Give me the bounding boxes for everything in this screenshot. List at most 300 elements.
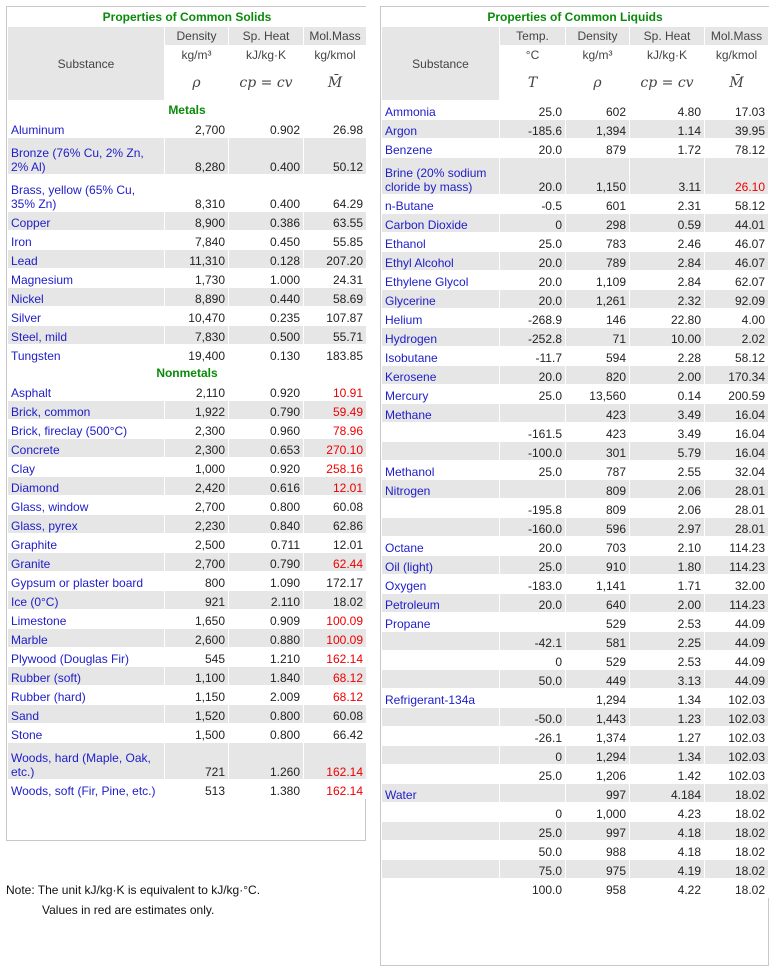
sp-heat-value: 2.009	[229, 686, 304, 705]
mol-mass-value: 58.12	[705, 195, 769, 214]
mol-mass-value: 46.07	[705, 233, 769, 252]
density-value: 2,420	[165, 477, 229, 496]
substance-name	[382, 670, 500, 689]
density-value: 513	[165, 780, 229, 799]
section-title: Metals	[8, 101, 367, 119]
liquids-density-symbol: ρ	[566, 65, 630, 101]
table-row	[8, 667, 367, 686]
mol-mass-value: 60.08	[304, 496, 367, 515]
mol-mass-value: 114.23	[705, 594, 769, 613]
solids-density-symbol: ρ	[165, 65, 229, 101]
liquids-molmass-unit: kg/kmol	[705, 46, 769, 65]
liquids-title: Properties of Common Liquids	[382, 8, 769, 27]
mol-mass-value: 100.09	[304, 610, 367, 629]
mol-mass-value: 114.23	[705, 537, 769, 556]
table-row	[382, 879, 769, 898]
mol-mass-value: 18.02	[705, 822, 769, 841]
substance-name: Water	[382, 784, 500, 803]
density-value: 1,000	[165, 458, 229, 477]
substance-name: Aluminum	[8, 119, 165, 138]
density-value: 721	[165, 743, 229, 780]
substance-name: Copper	[8, 212, 165, 231]
temperature-value: -160.0	[500, 518, 566, 537]
mol-mass-value: 28.01	[705, 499, 769, 518]
table-row	[8, 553, 367, 572]
table-row	[382, 158, 769, 195]
density-value: 640	[566, 594, 630, 613]
substance-name: Glass, pyrex	[8, 515, 165, 534]
sp-heat-value: 1.090	[229, 572, 304, 591]
temperature-value: 25.0	[500, 765, 566, 784]
temperature-value: 20.0	[500, 271, 566, 290]
substance-name: Ethanol	[382, 233, 500, 252]
sp-heat-value: 2.46	[630, 233, 705, 252]
mol-mass-value: 200.59	[705, 385, 769, 404]
mol-mass-value: 62.86	[304, 515, 367, 534]
substance-name: Steel, mild	[8, 326, 165, 345]
mol-mass-value: 270.10	[304, 439, 367, 458]
temperature-value: 100.0	[500, 879, 566, 898]
density-value: 2,600	[165, 629, 229, 648]
density-value: 19,400	[165, 345, 229, 364]
temperature-value: 25.0	[500, 461, 566, 480]
sp-heat-value: 0.440	[229, 288, 304, 307]
mol-mass-value: 39.95	[705, 120, 769, 139]
table-row	[8, 345, 367, 364]
mol-mass-value: 44.09	[705, 613, 769, 632]
solids-density-header: Density	[165, 27, 229, 46]
substance-name: Magnesium	[8, 269, 165, 288]
density-value: 545	[165, 648, 229, 667]
temperature-value: 20.0	[500, 366, 566, 385]
mol-mass-value: 55.85	[304, 231, 367, 250]
table-row	[382, 366, 769, 385]
sp-heat-value: 3.49	[630, 404, 705, 423]
sp-heat-value: 2.53	[630, 613, 705, 632]
mol-mass-value: 78.12	[705, 139, 769, 158]
table-row	[382, 841, 769, 860]
sp-heat-value: 2.00	[630, 594, 705, 613]
table-row	[8, 175, 367, 212]
substance-name: Ammonia	[382, 101, 500, 120]
mol-mass-value: 44.01	[705, 214, 769, 233]
sp-heat-value: 2.28	[630, 347, 705, 366]
sp-heat-value: 3.11	[630, 158, 705, 195]
temperature-value: 25.0	[500, 385, 566, 404]
mol-mass-value: 102.03	[705, 746, 769, 765]
mol-mass-value: 16.04	[705, 423, 769, 442]
substance-name: Mercury	[382, 385, 500, 404]
sp-heat-value: 0.840	[229, 515, 304, 534]
mol-mass-value: 32.04	[705, 461, 769, 480]
density-value: 423	[566, 423, 630, 442]
liquids-table	[381, 7, 769, 898]
temperature-value: 50.0	[500, 841, 566, 860]
temperature-value: -252.8	[500, 328, 566, 347]
table-row	[382, 632, 769, 651]
table-row	[382, 139, 769, 158]
substance-name: Brick, fireclay (500°C)	[8, 420, 165, 439]
density-value: 1,000	[566, 803, 630, 822]
mol-mass-value: 172.17	[304, 572, 367, 591]
solids-spheat-header: Sp. Heat	[229, 27, 304, 46]
density-value: 2,700	[165, 553, 229, 572]
solids-body	[8, 101, 367, 799]
sp-heat-value: 2.00	[630, 366, 705, 385]
temperature-value	[500, 784, 566, 803]
sp-heat-value: 2.97	[630, 518, 705, 537]
substance-name: Brass, yellow (65% Cu, 35% Zn)	[8, 175, 165, 212]
sp-heat-value: 0.790	[229, 401, 304, 420]
sp-heat-value: 2.06	[630, 499, 705, 518]
density-value: 1,730	[165, 269, 229, 288]
solids-molmass-symbol: M̄	[304, 65, 367, 101]
substance-name: Helium	[382, 309, 500, 328]
substance-name	[382, 879, 500, 898]
substance-name	[382, 518, 500, 537]
table-row	[382, 708, 769, 727]
sp-heat-value: 0.800	[229, 705, 304, 724]
mol-mass-value: 17.03	[705, 101, 769, 120]
table-row	[382, 385, 769, 404]
table-row	[8, 401, 367, 420]
sp-heat-value: 10.00	[630, 328, 705, 347]
sp-heat-value: 2.53	[630, 651, 705, 670]
density-value: 423	[566, 404, 630, 423]
substance-name	[382, 442, 500, 461]
substance-name: Asphalt	[8, 382, 165, 401]
density-value: 800	[165, 572, 229, 591]
substance-name: Nitrogen	[382, 480, 500, 499]
temperature-value: -0.5	[500, 195, 566, 214]
sp-heat-value: 2.84	[630, 252, 705, 271]
substance-name	[382, 651, 500, 670]
substance-name: Diamond	[8, 477, 165, 496]
density-value: 789	[566, 252, 630, 271]
temperature-value: 0	[500, 651, 566, 670]
temperature-value: 20.0	[500, 290, 566, 309]
substance-name: Granite	[8, 553, 165, 572]
mol-mass-value: 16.04	[705, 404, 769, 423]
table-row	[8, 572, 367, 591]
temperature-value: 75.0	[500, 860, 566, 879]
sp-heat-value: 0.920	[229, 382, 304, 401]
temperature-value: 50.0	[500, 670, 566, 689]
table-row	[382, 233, 769, 252]
mol-mass-value: 50.12	[304, 138, 367, 175]
solids-molmass-header: Mol.Mass	[304, 27, 367, 46]
substance-name: Oxygen	[382, 575, 500, 594]
mol-mass-value: 258.16	[304, 458, 367, 477]
substance-name: Glycerine	[382, 290, 500, 309]
density-value: 910	[566, 556, 630, 575]
substance-name: Iron	[8, 231, 165, 250]
substance-name: n-Butane	[382, 195, 500, 214]
temperature-value: 25.0	[500, 101, 566, 120]
substance-name	[382, 746, 500, 765]
mol-mass-value: 60.08	[304, 705, 367, 724]
density-value: 809	[566, 480, 630, 499]
table-row	[8, 477, 367, 496]
substance-name: Silver	[8, 307, 165, 326]
mol-mass-value: 10.91	[304, 382, 367, 401]
mol-mass-value: 102.03	[705, 765, 769, 784]
mol-mass-value: 68.12	[304, 667, 367, 686]
table-row	[8, 724, 367, 743]
section-title: Nonmetals	[8, 364, 367, 382]
table-row	[382, 727, 769, 746]
table-row	[8, 610, 367, 629]
mol-mass-value: 102.03	[705, 727, 769, 746]
sp-heat-value: 0.711	[229, 534, 304, 553]
density-value: 8,310	[165, 175, 229, 212]
density-value: 596	[566, 518, 630, 537]
table-row	[8, 780, 367, 799]
solids-panel	[6, 6, 366, 841]
table-row	[8, 269, 367, 288]
table-row	[382, 442, 769, 461]
table-row	[8, 439, 367, 458]
liquids-temp-symbol: T	[500, 65, 566, 101]
sp-heat-value: 1.260	[229, 743, 304, 780]
substance-name: Lead	[8, 250, 165, 269]
substance-name: Bronze (76% Cu, 2% Zn, 2% Al)	[8, 138, 165, 175]
sp-heat-value: 1.34	[630, 689, 705, 708]
table-row	[382, 689, 769, 708]
table-row	[8, 686, 367, 705]
temperature-value: -26.1	[500, 727, 566, 746]
liquids-temp-header: Temp.	[500, 27, 566, 46]
table-row	[382, 803, 769, 822]
temperature-value: -183.0	[500, 575, 566, 594]
table-row	[8, 515, 367, 534]
table-row	[382, 328, 769, 347]
sp-heat-value: 1.42	[630, 765, 705, 784]
table-row	[8, 648, 367, 667]
footnote	[6, 880, 260, 920]
sp-heat-value: 0.14	[630, 385, 705, 404]
sp-heat-value: 4.184	[630, 784, 705, 803]
density-value: 2,110	[165, 382, 229, 401]
density-value: 2,230	[165, 515, 229, 534]
density-value: 1,294	[566, 746, 630, 765]
temperature-value	[500, 480, 566, 499]
substance-name	[382, 822, 500, 841]
density-value: 2,500	[165, 534, 229, 553]
density-value: 594	[566, 347, 630, 366]
sp-heat-value: 0.616	[229, 477, 304, 496]
sp-heat-value: 2.110	[229, 591, 304, 610]
table-row	[382, 518, 769, 537]
sp-heat-value: 0.500	[229, 326, 304, 345]
density-value: 809	[566, 499, 630, 518]
temperature-value: 25.0	[500, 233, 566, 252]
sp-heat-value: 1.71	[630, 575, 705, 594]
substance-name	[382, 841, 500, 860]
density-value: 1,443	[566, 708, 630, 727]
table-row	[8, 138, 367, 175]
temperature-value: 20.0	[500, 252, 566, 271]
mol-mass-value: 100.09	[304, 629, 367, 648]
solids-spheat-unit: kJ/kg·K	[229, 46, 304, 65]
substance-name: Refrigerant-134a	[382, 689, 500, 708]
mol-mass-value: 59.49	[304, 401, 367, 420]
liquids-temp-unit: °C	[500, 46, 566, 65]
mol-mass-value: 63.55	[304, 212, 367, 231]
sp-heat-value: 2.32	[630, 290, 705, 309]
table-row	[382, 214, 769, 233]
density-value: 146	[566, 309, 630, 328]
mol-mass-value: 44.09	[705, 651, 769, 670]
table-row	[382, 120, 769, 139]
table-row	[8, 458, 367, 477]
substance-name: Stone	[8, 724, 165, 743]
substance-name: Graphite	[8, 534, 165, 553]
mol-mass-value: 162.14	[304, 743, 367, 780]
liquids-body	[382, 101, 769, 898]
sp-heat-value: 0.880	[229, 629, 304, 648]
density-value: 958	[566, 879, 630, 898]
table-row	[8, 534, 367, 553]
temperature-value: 0	[500, 803, 566, 822]
mol-mass-value: 46.07	[705, 252, 769, 271]
sp-heat-value: 5.79	[630, 442, 705, 461]
mol-mass-value: 58.69	[304, 288, 367, 307]
sp-heat-value: 1.14	[630, 120, 705, 139]
density-value: 997	[566, 784, 630, 803]
density-value: 1,394	[566, 120, 630, 139]
density-value: 1,374	[566, 727, 630, 746]
mol-mass-value: 26.10	[705, 158, 769, 195]
table-row	[8, 231, 367, 250]
substance-name: Oil (light)	[382, 556, 500, 575]
solids-spheat-symbol: cp = cv	[229, 65, 304, 101]
density-value: 820	[566, 366, 630, 385]
density-value: 301	[566, 442, 630, 461]
density-value: 1,500	[165, 724, 229, 743]
section-header	[8, 364, 367, 382]
substance-name: Concrete	[8, 439, 165, 458]
sp-heat-value: 0.400	[229, 138, 304, 175]
substance-name: Marble	[8, 629, 165, 648]
temperature-value: -185.6	[500, 120, 566, 139]
density-value: 449	[566, 670, 630, 689]
liquids-molmass-header: Mol.Mass	[705, 27, 769, 46]
temperature-value: 20.0	[500, 158, 566, 195]
table-row	[382, 575, 769, 594]
table-row	[382, 101, 769, 120]
substance-name: Argon	[382, 120, 500, 139]
mol-mass-value: 18.02	[705, 841, 769, 860]
table-row	[8, 288, 367, 307]
temperature-value: -195.8	[500, 499, 566, 518]
sp-heat-value: 0.386	[229, 212, 304, 231]
sp-heat-value: 3.49	[630, 423, 705, 442]
density-value: 879	[566, 139, 630, 158]
density-value: 1,150	[165, 686, 229, 705]
substance-name: Plywood (Douglas Fir)	[8, 648, 165, 667]
table-row	[8, 420, 367, 439]
mol-mass-value: 66.42	[304, 724, 367, 743]
substance-name: Ethyl Alcohol	[382, 252, 500, 271]
liquids-spheat-header: Sp. Heat	[630, 27, 705, 46]
density-value: 7,830	[165, 326, 229, 345]
substance-name	[382, 860, 500, 879]
temperature-value: 20.0	[500, 594, 566, 613]
mol-mass-value: 78.96	[304, 420, 367, 439]
temperature-value: -268.9	[500, 309, 566, 328]
substance-name: Carbon Dioxide	[382, 214, 500, 233]
mol-mass-value: 44.09	[705, 670, 769, 689]
table-row	[382, 480, 769, 499]
density-value: 8,890	[165, 288, 229, 307]
table-row	[382, 613, 769, 632]
sp-heat-value: 0.960	[229, 420, 304, 439]
sp-heat-value: 2.55	[630, 461, 705, 480]
table-row	[8, 119, 367, 138]
liquids-molmass-symbol: M̄	[705, 65, 769, 101]
temperature-value: -161.5	[500, 423, 566, 442]
mol-mass-value: 2.02	[705, 328, 769, 347]
table-row	[8, 212, 367, 231]
mol-mass-value: 4.00	[705, 309, 769, 328]
density-value: 997	[566, 822, 630, 841]
density-value: 8,900	[165, 212, 229, 231]
sp-heat-value: 4.80	[630, 101, 705, 120]
mol-mass-value: 18.02	[705, 784, 769, 803]
liquids-panel	[380, 6, 769, 966]
table-row	[382, 670, 769, 689]
solids-substance-header: Substance	[8, 27, 165, 101]
sp-heat-value: 0.902	[229, 119, 304, 138]
density-value: 1,100	[165, 667, 229, 686]
density-value: 529	[566, 651, 630, 670]
substance-name: Kerosene	[382, 366, 500, 385]
sp-heat-value: 1.80	[630, 556, 705, 575]
table-row	[382, 537, 769, 556]
temperature-value: -42.1	[500, 632, 566, 651]
density-value: 2,300	[165, 420, 229, 439]
substance-name: Gypsum or plaster board	[8, 572, 165, 591]
density-value: 1,261	[566, 290, 630, 309]
temperature-value: 20.0	[500, 139, 566, 158]
section-header	[8, 101, 367, 119]
mol-mass-value: 92.09	[705, 290, 769, 309]
density-value: 1,206	[566, 765, 630, 784]
liquids-substance-header: Substance	[382, 27, 500, 101]
liquids-density-unit: kg/m³	[566, 46, 630, 65]
sp-heat-value: 4.18	[630, 822, 705, 841]
table-row	[382, 746, 769, 765]
substance-name: Woods, soft (Fir, Pine, etc.)	[8, 780, 165, 799]
density-value: 7,840	[165, 231, 229, 250]
substance-name	[382, 423, 500, 442]
footnote-line-2: Values in red are estimates only.	[42, 903, 215, 917]
sp-heat-value: 0.128	[229, 250, 304, 269]
solids-title: Properties of Common Solids	[8, 8, 367, 27]
substance-name	[382, 727, 500, 746]
substance-name	[382, 708, 500, 727]
solids-molmass-unit: kg/kmol	[304, 46, 367, 65]
mol-mass-value: 62.44	[304, 553, 367, 572]
mol-mass-value: 107.87	[304, 307, 367, 326]
substance-name: Octane	[382, 537, 500, 556]
sp-heat-value: 0.790	[229, 553, 304, 572]
table-row	[382, 271, 769, 290]
mol-mass-value: 207.20	[304, 250, 367, 269]
table-row	[382, 822, 769, 841]
table-row	[382, 860, 769, 879]
